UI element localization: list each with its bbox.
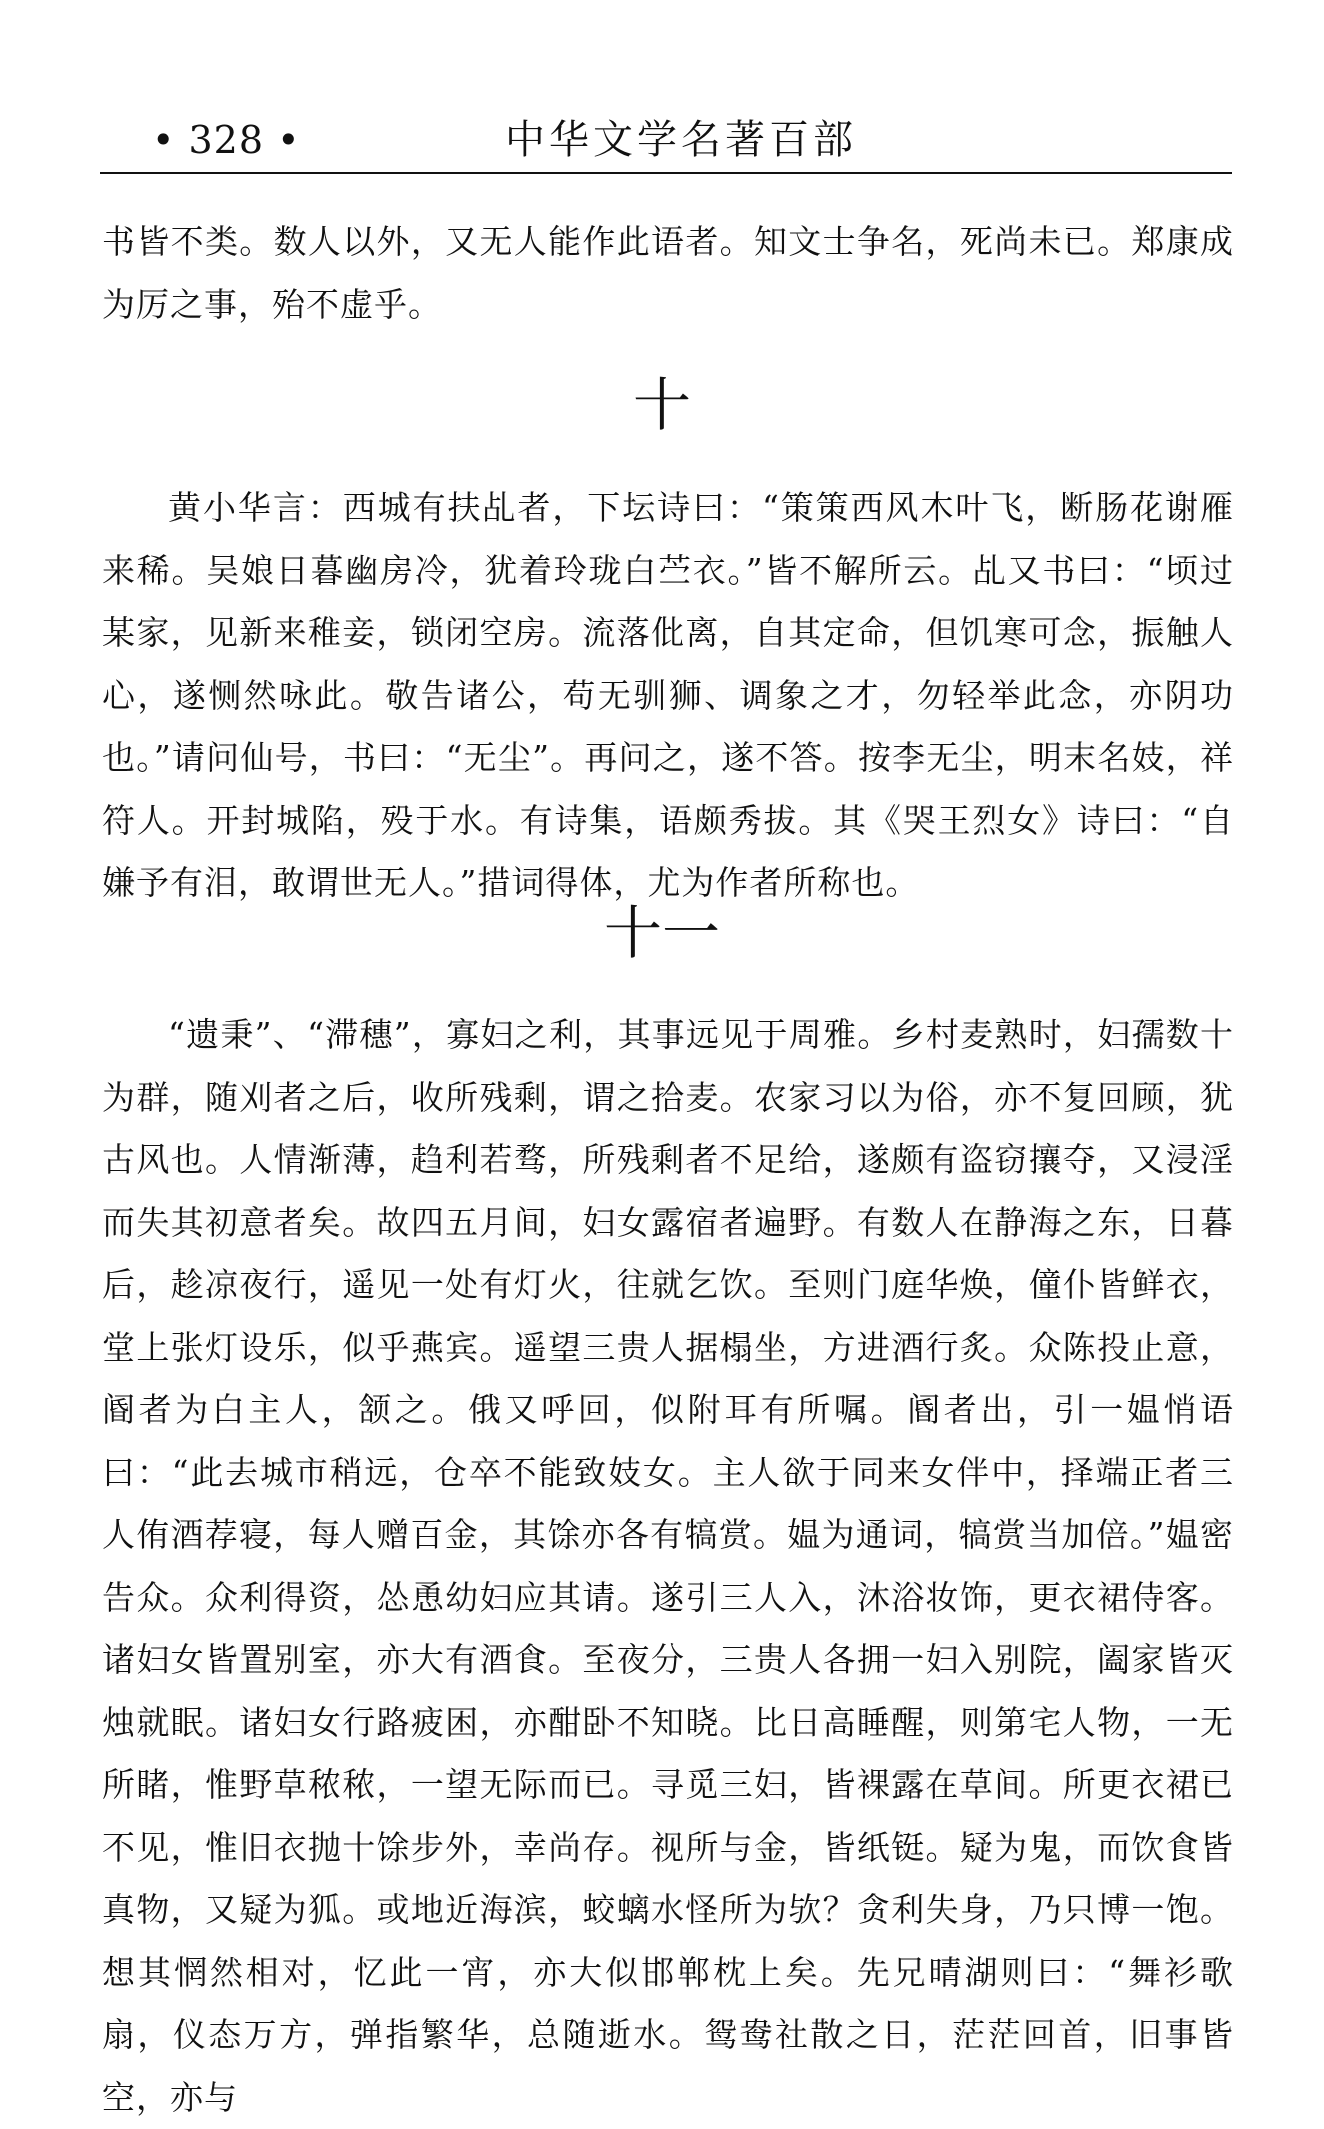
section-eleven-heading: 十一 [603, 899, 720, 967]
section-ten-paragraph: 黄小华言：西城有扶乩者，下坛诗曰：“策策西风木叶飞，断肠花谢雁来稀。吴娘日暮幽房冷，犹着玲珑白苎衣。”皆不解所云。乩又书曰：“顷过某家，见新来稚妾，锁闭空房。流落仳离，自其定命，但饥寒可念，振触人心，遂恻然咏此。敬告诸公，苟无驯狮、调象之才，勿轻举此念，亦阴功也。”请问仙号，书曰：“无尘”。再问之，遂不答。按李无尘，明末名妓，祥符人。开封城陷，殁于水。有诗集，语颇秀拔。其《哭王烈女》诗曰：“自嫌予有泪，敢谓世无人。”措词得体，尤为作者所称也。 [102, 488, 1234, 902]
book-title: 中华文学名著百部 [505, 117, 857, 163]
section-eleven-paragraph: “遗秉”、“滞穗”，寡妇之利，其事远见于周雅。乡村麦熟时，妇孺数十为群，随刈者之后，收所残剩，谓之拾麦。农家习以为俗，亦不复回顾，犹古风也。人情渐薄，趋利若骛，所残剩者不足给，遂颇有盗窃攘夺，又浸淫而失其初意者矣。故四五月间，妇女露宿者遍野。有数人在静海之东，日暮后，趁凉夜行，遥见一处有灯火，往就乞饮。至则门庭华焕，僮仆皆鲜衣，堂上张灯设乐，似乎燕宾。遥望三贵人据榻坐，方进酒行炙。众陈投止意，阍者为白主人，颔之。俄又呼回，似附耳有所嘱。阍者出，引一媪悄语曰：“此去城市稍远，仓卒不能致妓女。主人欲于同来女伴中，择端正者三人侑酒荐寝，每人赠百金，其馀亦各有犒赏。媪为通词，犒赏当加倍。”媪密告众。众利得资，怂恿幼妇应其请。遂引三人入，沐浴妆饰，更衣裙侍客。诸妇女皆置别室，亦大有酒食。至夜分，三贵人各拥一妇入别院，阖家皆灭烛就眠。诸妇女行路疲困，亦酣卧不知晓。比日高睡醒，则第宅人物，一无所睹，惟野草秾秾，一望无际而已。寻觅三妇，皆裸露在草间。所更衣裙已不见，惟旧衣抛十馀步外，幸尚存。视所与金，皆纸铤。疑为鬼，而饮食皆真物，又疑为狐。或地近海滨，蛟螭水怪所为欤？贪利失身，乃只博一饱。想其惘然相对，忆此一宵，亦大似邯郸枕上矣。先兄晴湖则曰：“舞衫歌扇，仪态万方，弹指繁华，总随逝水。鸳鸯社散之日，茫茫回首，旧事皆空，亦与 [102, 1015, 1234, 2117]
continued-paragraph: 书皆不类。数人以外，又无人能作此语者。知文士争名，死尚未已。郑康成为厉之事，殆不虚乎。 [102, 222, 1234, 324]
page-header [100, 108, 1230, 172]
continued-text-block [102, 211, 1234, 336]
header-rule [100, 172, 1232, 174]
page-number: • 328 • [152, 118, 301, 162]
section-ten-text-block [102, 477, 1234, 915]
section-ten-heading: 十 [632, 371, 691, 439]
section-eleven-text-block [102, 1004, 1234, 2129]
